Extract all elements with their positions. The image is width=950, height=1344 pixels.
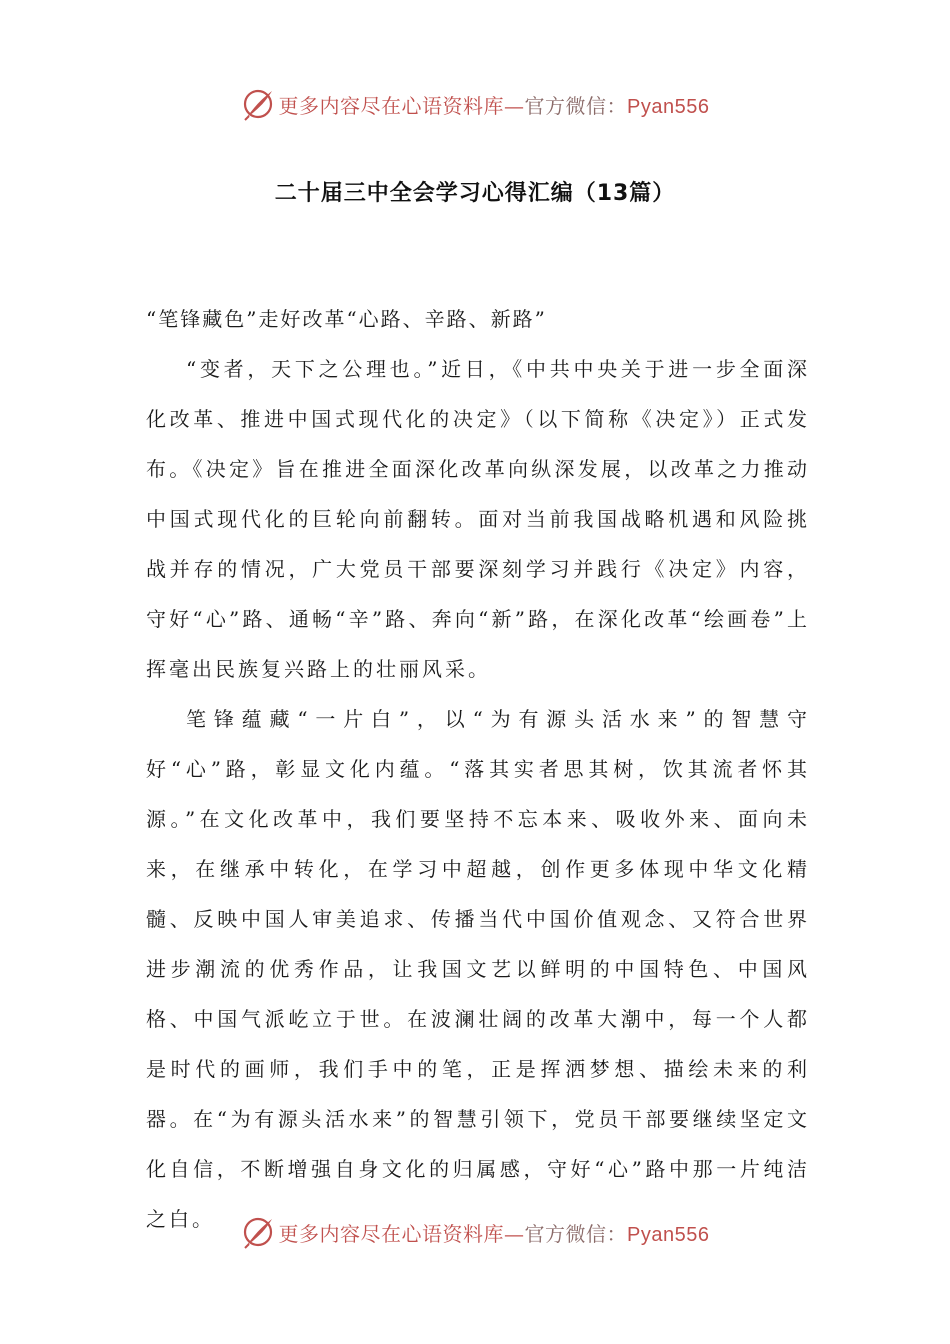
- banner-wechat-label: 官方微信：: [524, 93, 628, 118]
- banner-text: [279, 90, 710, 119]
- footer-banner: [0, 1210, 950, 1254]
- quill-pen-logo-icon: [241, 1215, 275, 1249]
- banner-main-text: 更多内容尽在心语资料库: [278, 93, 505, 118]
- header-banner: [0, 82, 950, 126]
- document-title: 二十届三中全会学习心得汇编（13篇）: [274, 181, 676, 206]
- paragraph-1: “变者，天下之公理也。”近日，《中共中央关于进一步全面深化改革、推进中国式现代化的决定》（以下简称《决定》）正式发布。《决定》旨在推进全面深化改革向纵深发展，以改革之力推动中国式现代化的巨轮向前翻转。面对当前我国战略机遇和风险挑战并存的情况，广大党员干部要深刻学习并践行《决定》内容，守好“心”路、通畅“辛”路、奔向“新”路，在深化改革“绘画卷”上挥毫出民族复兴路上的壮丽风采。: [146, 357, 810, 681]
- banner-wechat-id: Pyan556: [627, 95, 710, 118]
- paragraph-2: 笔锋蕴藏“一片白”，以“为有源头活水来”的智慧守好“心”路，彰显文化内蕴。“落其实者思其树，饮其流者怀其源。”在文化改革中，我们要坚持不忘本来、吸收外来、面向未来，在继承中转化，在学习中超越，创作更多体现中华文化精髓、反映中国人审美追求、传播当代中国价值观念、又符合世界进步潮流的优秀作品，让我国文艺以鲜明的中国特色、中国风格、中国气派屹立于世。在波澜壮阔的改革大潮中，每一个人都是时代的画师，我们手中的笔，正是挥洒梦想、描绘未来的利器。在“为有源头活水来”的智慧引领下，党员干部要继续坚定文化自信，不断增强自身文化的归属感，守好“心”路中那一片纯洁之白。: [146, 707, 810, 1231]
- banner-dash: —: [504, 93, 525, 118]
- document-body: [146, 294, 810, 1244]
- banner-wechat-label: 官方微信：: [524, 1221, 628, 1246]
- banner-main-text: 更多内容尽在心语资料库: [278, 1221, 505, 1246]
- banner-text: [279, 1218, 710, 1247]
- banner-dash: —: [504, 1221, 525, 1246]
- banner-wechat-id: Pyan556: [627, 1223, 710, 1246]
- quill-pen-logo-icon: [241, 87, 275, 121]
- article-subtitle: “笔锋藏色”走好改革“心路、辛路、新路”: [146, 307, 547, 331]
